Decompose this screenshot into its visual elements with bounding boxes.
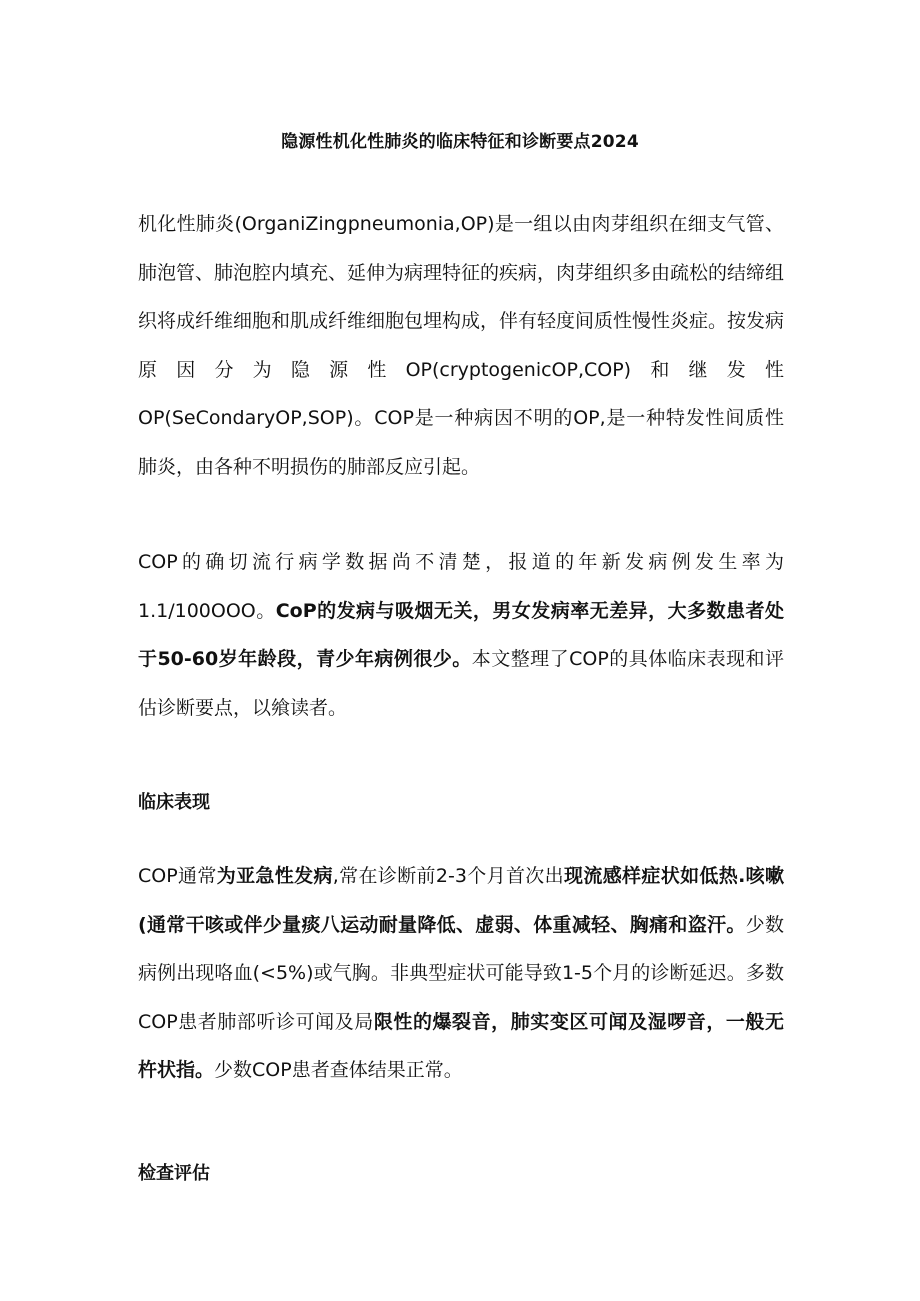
- paragraph-epidemiology-bold-1: CoP的发病与吸烟无关，男女发病率无差异，大多数患者处于50-60岁年龄段，青少年病例很少。: [138, 599, 784, 671]
- document-title: 隐源性机化性肺炎的临床特征和诊断要点2024: [281, 132, 639, 152]
- paragraph-clinical-bold-1: 为亚急性发病: [216, 865, 333, 887]
- paragraph-clinical-text-3: 少数病例出现咯血(<5%)或气胸。非典型症状可能导致1-5个月的诊断延迟。多数COP患者肺部听诊可闻及局: [138, 913, 784, 1033]
- paragraph-clinical-bold-3: 限性的爆裂音，肺实变区可闻及湿啰音，一般无杵状指。: [138, 1010, 784, 1082]
- paragraph-clinical-bold-2: 现流感样症状如低热.咳嗽(通常干咳或伴少量痰八运动耐量降低、虚弱、体重减轻、胸痛和盗汗。: [138, 865, 784, 936]
- paragraph-epidemiology-text-2: 本文整理了COP的具体临床表现和评估诊断要点，以飨读者。: [138, 648, 784, 719]
- paragraph-epidemiology: [138, 538, 784, 732]
- paragraph-epidemiology-text-1: COP的确切流行病学数据尚不清楚，报道的年新发病例发生率为1.1/100OOO。: [138, 551, 784, 622]
- section-heading-evaluation: 检查评估: [138, 1163, 210, 1184]
- paragraph-clinical: [138, 852, 784, 1095]
- paragraph-clinical-text-2: ,常在诊断前2-3个月首次出: [332, 865, 564, 887]
- paragraph-clinical-text-1: COP通常: [138, 865, 217, 887]
- paragraph-clinical-text-4: 少数COP患者查体结果正常。: [214, 1059, 463, 1082]
- section-heading-clinical: 临床表现: [138, 792, 210, 813]
- paragraph-intro: 机化性肺炎(OrganiZingpneumonia,OP)是一组以由肉芽组织在细支气管、肺泡管、肺泡腔内填充、延伸为病理特征的疾病，肉芽组织多由疏松的结缔组织将成纤维细胞和肌成纤维细胞包埋构成，伴有轻度间质性慢性炎症。按发病原因分为隐源性OP(cryptogenicOP,COP)和继发性OP(SeCondaryOP,SOP)。COP是一种病因不明的OP,是一种特发性间质性肺炎，由各种不明损伤的肺部反应引起。: [138, 213, 785, 478]
